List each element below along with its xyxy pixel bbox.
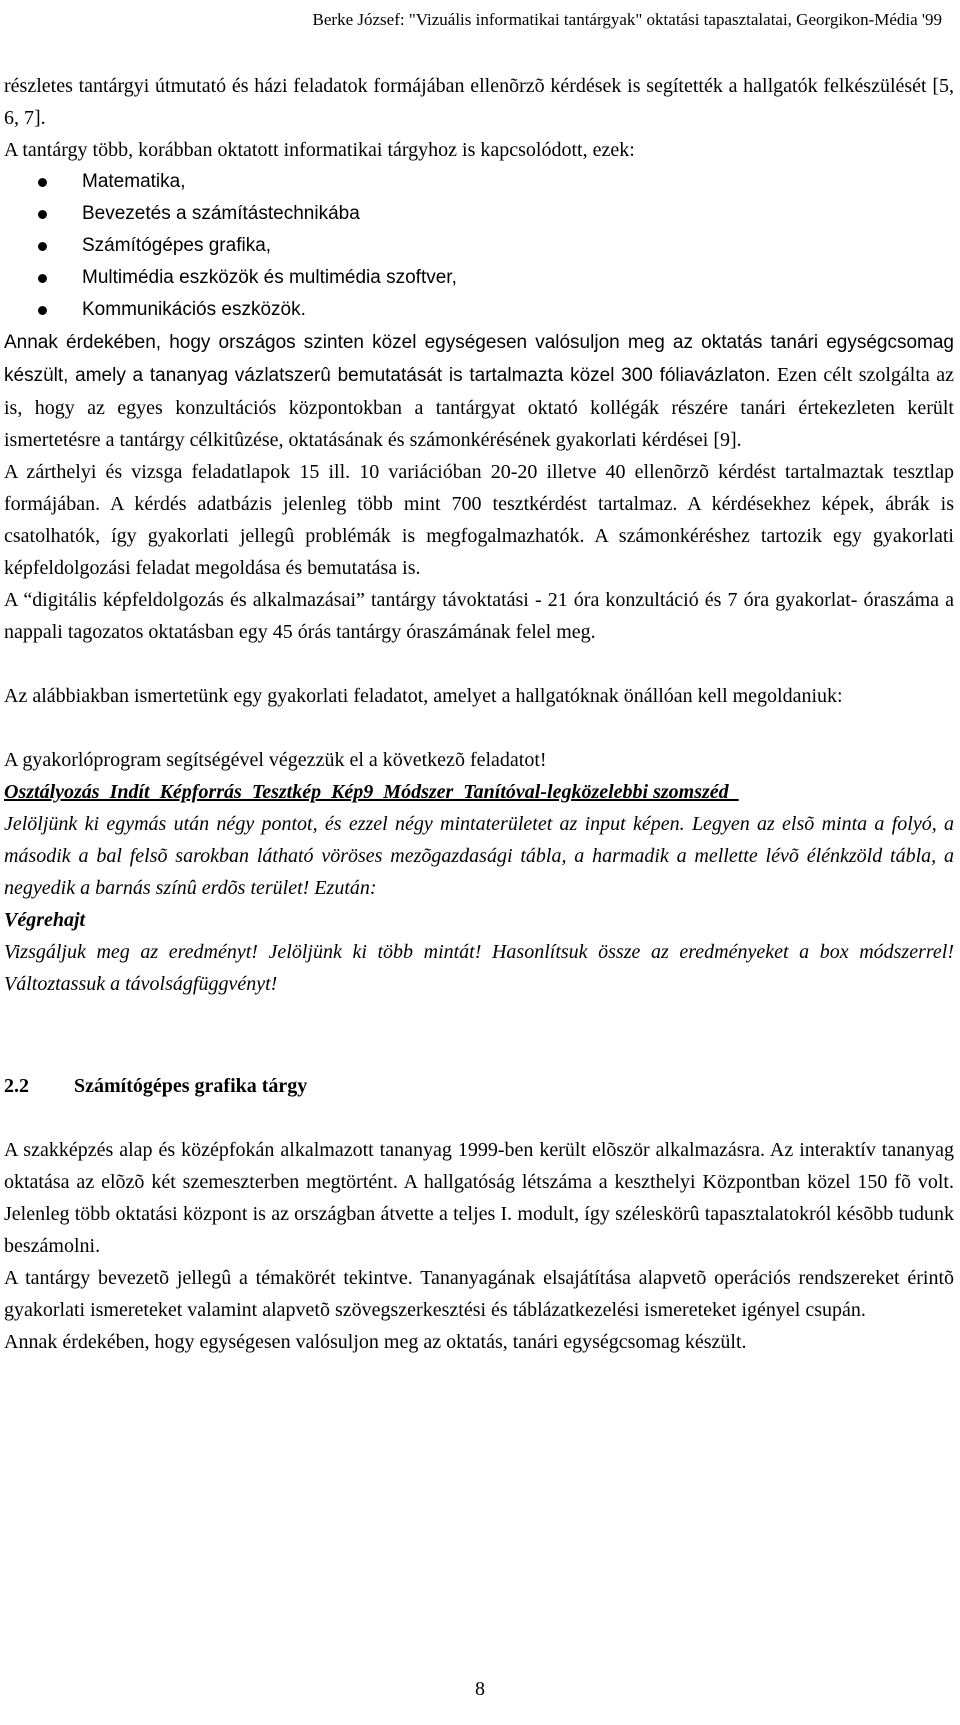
list-item: Matematika, xyxy=(4,166,954,198)
paragraph-graphics-intro: A szakképzés alap és középfokán alkalmazott tananyag 1999-ben került elõször alkalmazásra. Az interaktív tananyag oktatása az elõzõ két szemeszterben megtörtént. A hallgatóság létszáma a keszthelyi Központban közel 150 fõ volt. Jelenleg több oktatási központ is az országban átvette a teljes I. modult, így széleskörû tapasztalatokról késõbb tudunk beszámolni. xyxy=(4,1139,954,1257)
paragraph-exercise-intro: Az alábbiakban ismertetünk egy gyakorlati feladatot, amelyet a hallgatóknak önállóan kell megoldaniuk: xyxy=(4,685,843,707)
section-number: 2.2 xyxy=(4,1075,29,1097)
paragraph-teacher-package: Annak érdekében, hogy országos szinten közel egységesen valósuljon meg az oktatás tanári egységcsomag készült, amely a tananyag vázlatszerû bemutatását is tartalmazta közel 300 fóliavázlaton. Ezen célt szolgálta az is, hogy az egyes konzultációs központokban a tantárgyat oktató kollégák részére tanári értekezleten került ismertetésre a tantárgy célkitûzése, oktatásának és számonkérésének gyakorlati kérdései [9]. xyxy=(4,332,954,451)
paragraph-tests: A zárthelyi és vizsga feladatlapok 15 ill. 10 variációban 20-20 illetve 40 ellenõrzõ kérdést tartalmaztak tesztlap formájában. A kérdés adatbázis jelenleg több mint 700 tesztkérdést tartalmaz. A kérdésekhez képek, ábrák is csatolhatók, így gyakorlati jellegû problémák is megfogalmazhatók. A számonkéréshez tartozik egy gyakorlati képfeldolgozási feladat megoldása és bemutatása is. xyxy=(4,461,954,579)
paragraph-related-subjects-intro: A tantárgy több, korábban oktatott informatikai tárgyhoz is kapcsolódott, ezek: xyxy=(4,139,635,161)
paragraph-graphics-package: Annak érdekében, hogy egységesen valósuljon meg az oktatás, tanári egységcsomag készült. xyxy=(4,1331,747,1353)
section-heading xyxy=(4,1070,954,1102)
paragraph-graphics-prerequisites: A tantárgy bevezetõ jellegû a témakörét tekintve. Tananyagának elsajátítása alapvetõ operációs rendszereket érintõ gyakorlati ismereteket valamint alapvetõ szövegszerkesztési és táblázatkezelési ismereteket igényel csupán. xyxy=(4,1267,954,1321)
list-item: Bevezetés a számítástechnikába xyxy=(4,198,954,230)
paragraph-exercise-instruction: A gyakorlóprogram segítségével végezzük el a következõ feladatot! xyxy=(4,749,547,771)
bullet-icon xyxy=(38,274,47,283)
paragraph-course-hours: A “digitális képfeldolgozás és alkalmazásai” tantárgy távoktatási - 21 óra konzultáció és 7 óra gyakorlat- óraszáma a nappali tagozatos oktatásban egy 45 órás tantárgy óraszámának felel meg. xyxy=(4,589,954,643)
list-item: Kommunikációs eszközök. xyxy=(4,294,954,326)
paragraph-task-evaluate: Vizsgáljuk meg az eredményt! Jelöljünk ki több mintát! Hasonlítsuk össze az eredményeket a box módszerrel! Változtassuk a távolságfüggvényt! xyxy=(4,941,954,995)
section-title: Számítógépes grafika tárgy xyxy=(74,1075,308,1097)
bullet-icon xyxy=(38,178,47,187)
page-number: 8 xyxy=(475,1678,485,1700)
paragraph-task-samples: Jelöljünk ki egymás után négy pontot, és ezzel négy mintaterületet az input képen. Legyen az elsõ minta a folyó, a második a bal felsõ sarokban látható vöröses mezõgazdasági tábla, a harmadik a mellette lévõ élénkzöld tábla, a negyedik a barnás színû erdõs terület! Ezután: xyxy=(4,813,954,899)
execute-label: Végrehajt xyxy=(4,909,86,931)
list-item: Multimédia eszközök és multimédia szoftver, xyxy=(4,262,954,294)
bullet-icon xyxy=(38,210,47,219)
page-body xyxy=(4,70,954,1358)
command-path: Osztályozás_Indít_Képforrás_Tesztkép_Kép9_Módszer_Tanítóval-legközelebbi szomszéd_ xyxy=(4,781,739,803)
related-subjects-list xyxy=(4,166,954,326)
bullet-icon xyxy=(38,306,47,315)
paragraph-guidance: részletes tantárgyi útmutató és házi feladatok formájában ellenõrzõ kérdések is segítették a hallgatók felkészülését [5, 6, 7]. xyxy=(4,75,954,129)
running-header: Berke József: "Vizuális informatikai tantárgyak" oktatási tapasztalatai, Georgikon-Média '99 xyxy=(312,10,942,29)
list-item: Számítógépes grafika, xyxy=(4,230,954,262)
bullet-icon xyxy=(38,242,47,251)
